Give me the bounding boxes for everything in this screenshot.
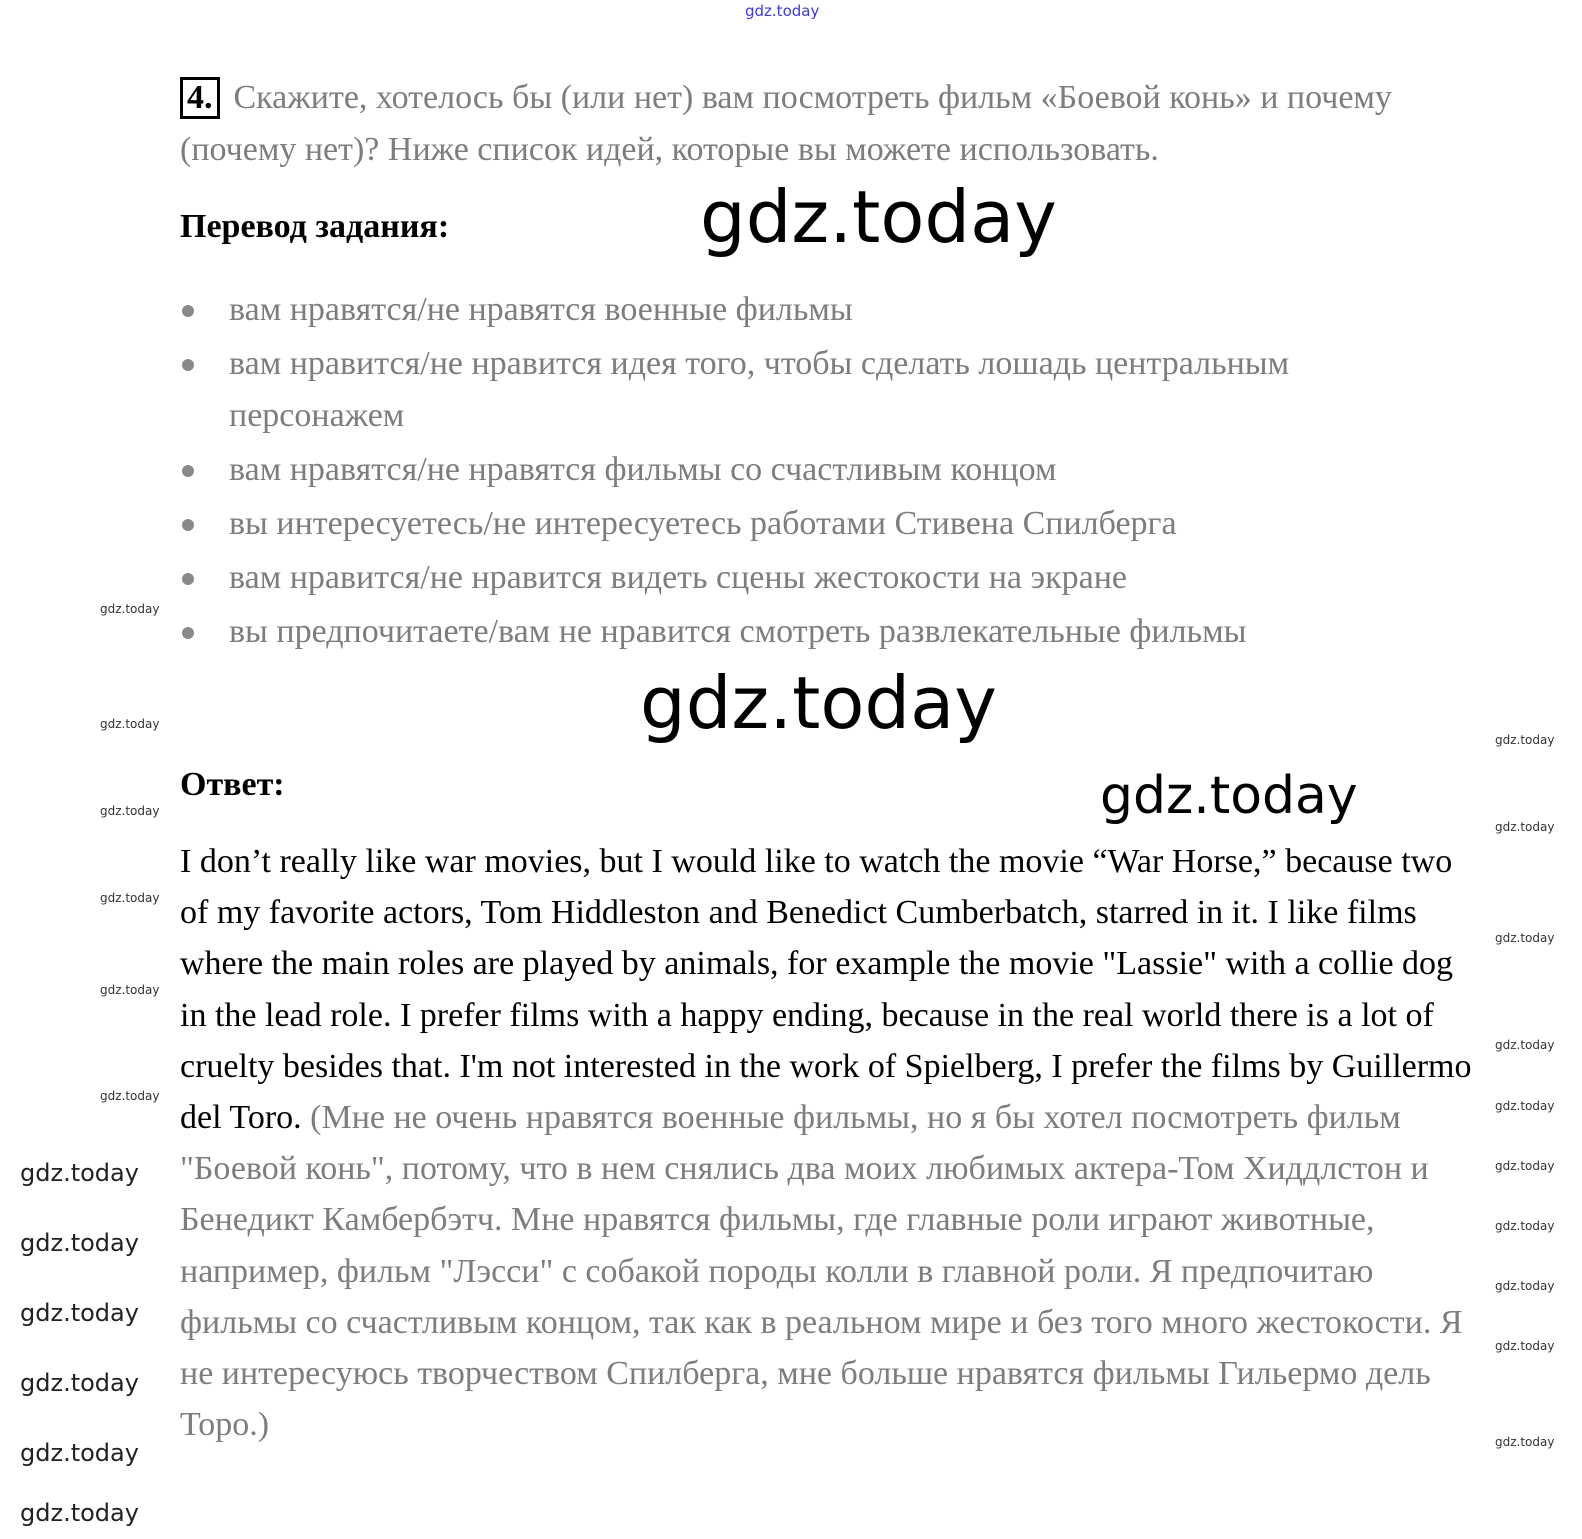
watermark: gdz.today bbox=[20, 1369, 139, 1397]
watermark: gdz.today bbox=[100, 891, 160, 905]
list-item: вам нравятся/не нравятся фильмы со счастливым концом bbox=[180, 444, 1470, 496]
watermark: gdz.today bbox=[1495, 733, 1555, 747]
watermark: gdz.today bbox=[100, 804, 160, 818]
bullet-icon bbox=[182, 573, 194, 585]
bullet-icon bbox=[182, 519, 194, 531]
answer-english: I don’t really like war movies, but I would like to watch the movie “War Horse,” because two of my favorite actors, Tom Hiddleston and Benedict Cumberbatch, starred in it. I like films where the main roles are played by animals, for example the movie "Lassie" with a collie dog in the lead role. I prefer films with a happy ending, because in the real world there is a lot of cruelty besides that. I'm not interested in the work of Spielberg, I prefer the films by Guillermo del Toro. bbox=[180, 843, 1472, 1137]
watermark: gdz.today bbox=[700, 175, 1057, 259]
watermark: gdz.today bbox=[1495, 1435, 1555, 1449]
site-link[interactable]: gdz.today bbox=[745, 2, 820, 20]
bullet-icon bbox=[182, 627, 194, 639]
watermark: gdz.today bbox=[100, 717, 160, 731]
list-item: вы интересуетесь/не интересуетесь работами Стивена Спилберга bbox=[180, 498, 1470, 550]
list-item: вам нравится/не нравится видеть сцены жестокости на экране bbox=[180, 552, 1470, 604]
answer-heading: Ответ: bbox=[180, 766, 285, 803]
task-question: Скажите, хотелось бы (или нет) вам посмотреть фильм «Боевой конь» и почему (почему нет)? Ниже список идей, которые вы можете использовать. bbox=[180, 79, 1392, 168]
watermark: gdz.today bbox=[1495, 1219, 1555, 1233]
bullet-icon bbox=[182, 465, 194, 477]
watermark: gdz.today bbox=[1100, 766, 1358, 826]
bullet-icon bbox=[182, 359, 194, 371]
watermark: gdz.today bbox=[1495, 1159, 1555, 1173]
task-text bbox=[180, 72, 1470, 176]
list-item: вам нравится/не нравится идея того, чтобы сделать лошадь центральным персонажем bbox=[180, 338, 1470, 442]
watermark: gdz.today bbox=[100, 1089, 160, 1103]
watermark: gdz.today bbox=[1495, 1339, 1555, 1353]
watermark: gdz.today bbox=[20, 1229, 139, 1257]
watermark: gdz.today bbox=[100, 983, 160, 997]
watermark: gdz.today bbox=[100, 602, 160, 616]
list-item: вам нравятся/не нравятся военные фильмы bbox=[180, 284, 1470, 336]
watermark: gdz.today bbox=[1495, 1038, 1555, 1052]
watermark: gdz.today bbox=[20, 1299, 139, 1327]
translation-heading: Перевод задания: bbox=[180, 208, 450, 245]
list-item: вы предпочитаете/вам не нравится смотреть развлекательные фильмы bbox=[180, 606, 1470, 658]
idea-list bbox=[180, 284, 1470, 660]
watermark: gdz.today bbox=[1495, 820, 1555, 834]
bullet-icon bbox=[182, 305, 194, 317]
watermark: gdz.today bbox=[1495, 1279, 1555, 1293]
watermark: gdz.today bbox=[640, 661, 997, 745]
watermark: gdz.today bbox=[1495, 931, 1555, 945]
answer-text bbox=[180, 836, 1475, 1450]
watermark: gdz.today bbox=[1495, 1099, 1555, 1113]
task-number: 4. bbox=[180, 77, 220, 119]
answer-russian: (Мне не очень нравятся военные фильмы, но я бы хотел посмотреть фильм "Боевой конь", потому, что в нем снялись два моих любимых актера-Том Хиддлстон и Бенедикт Камбербэтч. Мне нравятся фильмы, где главные роли играют животные, например, фильм "Лэсси" с собакой породы колли в главной роли. Я предпочитаю фильмы со счастливым концом, так как в реальном мире и без того много жестокости. Я не интересуюсь творчеством Спилберга, мне больше нравятся фильмы Гильермо дель Торо.) bbox=[180, 1099, 1463, 1444]
watermark: gdz.today bbox=[20, 1499, 139, 1527]
watermark: gdz.today bbox=[20, 1159, 139, 1187]
watermark: gdz.today bbox=[20, 1439, 139, 1467]
